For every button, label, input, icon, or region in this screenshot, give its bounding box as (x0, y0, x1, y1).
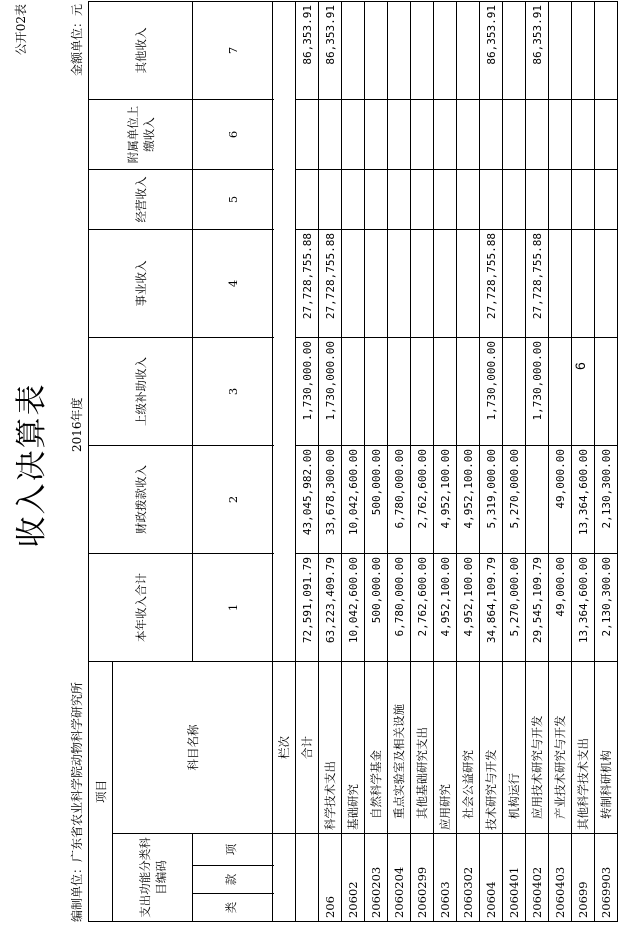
cell-col7 (572, 2, 595, 100)
cell-col2: 13,364,600.00 (572, 446, 595, 554)
cell-col2: 500,000.00 (365, 446, 388, 554)
cell-col1: 34,864,109.79 (480, 554, 503, 662)
header-col4: 事业收入 (89, 230, 193, 338)
lanci-3: 3 (193, 338, 273, 446)
cell-col2: 10,042,600.00 (342, 446, 365, 554)
cell-col4: 27,728,755.88 (319, 230, 342, 338)
subject-code: 20602 (342, 834, 365, 922)
cell-col2 (526, 446, 549, 554)
cell-col7: 86,353.91 (526, 2, 549, 100)
cell-col3 (572, 338, 595, 446)
subject-code: 2060204 (388, 834, 411, 922)
table-row (480, 2, 503, 922)
cell-col7 (503, 2, 526, 100)
subject-code: 20604 (480, 834, 503, 922)
cell-col2: 5,319,000.00 (480, 446, 503, 554)
cell-col1: 4,952,100.00 (434, 554, 457, 662)
cell-col6 (595, 100, 618, 170)
cell-col7 (595, 2, 618, 100)
subject-code: 2060401 (503, 834, 526, 922)
subject-name: 其他基础研究支出 (411, 662, 434, 834)
header-col2: 财政拨款收入 (89, 446, 193, 554)
cell-col2: 2,762,600.00 (411, 446, 434, 554)
cell-col1: 2,762,600.00 (411, 554, 434, 662)
cell-col5 (480, 170, 503, 230)
lanci-5: 5 (193, 170, 273, 230)
total-label: 合计 (296, 662, 319, 834)
table-row (457, 2, 480, 922)
lanci-2: 2 (193, 446, 273, 554)
cell-col7 (549, 2, 572, 100)
header-project: 项目 (89, 662, 113, 922)
cell-col3: 1,730,000.00 (319, 338, 342, 446)
header-xiang: 项 (193, 834, 273, 866)
cell-col7: 86,353.91 (480, 2, 503, 100)
table-title: 收入决算表 (14, 382, 50, 548)
subject-name: 科学技术支出 (319, 662, 342, 834)
fiscal-year: 2016年度 (70, 397, 84, 452)
total-col7: 86,353.91 (296, 2, 319, 100)
cell-col3 (549, 338, 572, 446)
subject-code: 206 (319, 834, 342, 922)
cell-col5 (342, 170, 365, 230)
cell-col6 (411, 100, 434, 170)
subject-code: 2060402 (526, 834, 549, 922)
cell-col4 (457, 230, 480, 338)
total-col4: 27,728,755.88 (296, 230, 319, 338)
cell-col3 (411, 338, 434, 446)
cell-col4 (549, 230, 572, 338)
header-lei: 类 (193, 894, 273, 922)
subject-name: 其他科学技术支出 (572, 662, 595, 834)
lanci-1: 1 (193, 554, 273, 662)
table-row (319, 2, 342, 922)
page-number: 6 (572, 362, 588, 370)
cell-col1: 63,223,409.79 (319, 554, 342, 662)
cell-col5 (526, 170, 549, 230)
cell-col5 (319, 170, 342, 230)
header-col3: 上级补助收入 (89, 338, 193, 446)
cell-col1: 49,000.00 (549, 554, 572, 662)
cell-col3 (434, 338, 457, 446)
cell-col3 (457, 338, 480, 446)
cell-col5 (503, 170, 526, 230)
table-row (595, 2, 618, 922)
subject-name: 机构运行 (503, 662, 526, 834)
cell-col3 (503, 338, 526, 446)
cell-col3: 1,730,000.00 (526, 338, 549, 446)
subject-code: 2060403 (549, 834, 572, 922)
form-code: 公开02表 (14, 4, 28, 56)
subject-name: 重点实验室及相关设施 (388, 662, 411, 834)
header-col5: 经营收入 (89, 170, 193, 230)
cell-col7 (457, 2, 480, 100)
cell-col5 (595, 170, 618, 230)
cell-col6 (342, 100, 365, 170)
cell-col5 (434, 170, 457, 230)
header-col1: 本年收入合计 (89, 554, 193, 662)
cell-col1: 13,364,600.00 (572, 554, 595, 662)
lanci-7: 7 (193, 2, 273, 100)
cell-col5 (365, 170, 388, 230)
cell-col4 (595, 230, 618, 338)
lanci-label: 栏次 (273, 662, 296, 834)
cell-col4 (365, 230, 388, 338)
header-kuan: 款 (193, 866, 273, 894)
cell-col7 (434, 2, 457, 100)
cell-col6 (503, 100, 526, 170)
lanci-6: 6 (193, 100, 273, 170)
table-row (549, 2, 572, 922)
cell-col2: 4,952,100.00 (434, 446, 457, 554)
cell-col3: 1,730,000.00 (480, 338, 503, 446)
subject-code: 2060299 (411, 834, 434, 922)
income-table (88, 1, 618, 922)
total-row (296, 2, 319, 922)
cell-col4 (503, 230, 526, 338)
cell-col1: 2,130,300.00 (595, 554, 618, 662)
subject-name: 产业技术研究与开发 (549, 662, 572, 834)
cell-col5 (572, 170, 595, 230)
table-row (503, 2, 526, 922)
total-col5 (296, 170, 319, 230)
subject-code: 2060203 (365, 834, 388, 922)
total-col3: 1,730,000.00 (296, 338, 319, 446)
cell-col1: 4,952,100.00 (457, 554, 480, 662)
cell-col2: 49,000.00 (549, 446, 572, 554)
subject-code: 2069903 (595, 834, 618, 922)
subject-name: 应用研究 (434, 662, 457, 834)
cell-col1: 6,780,000.00 (388, 554, 411, 662)
cell-col3 (388, 338, 411, 446)
table-row (434, 2, 457, 922)
table-row (572, 2, 595, 922)
cell-col5 (549, 170, 572, 230)
cell-col7: 86,353.91 (319, 2, 342, 100)
subject-name: 基础研究 (342, 662, 365, 834)
total-col2: 43,045,982.00 (296, 446, 319, 554)
cell-col4: 27,728,755.88 (526, 230, 549, 338)
header-col6: 附属单位上缴收入 (89, 100, 193, 170)
cell-col6 (572, 100, 595, 170)
cell-col1: 29,545,109.79 (526, 554, 549, 662)
lanci-4: 4 (193, 230, 273, 338)
cell-col4 (342, 230, 365, 338)
cell-col2: 6,780,000.00 (388, 446, 411, 554)
cell-col6 (549, 100, 572, 170)
subject-name: 社会公益研究 (457, 662, 480, 834)
subject-code: 20603 (434, 834, 457, 922)
cell-col3 (365, 338, 388, 446)
cell-col7 (388, 2, 411, 100)
subject-code: 2060302 (457, 834, 480, 922)
cell-col5 (411, 170, 434, 230)
compiler-unit: 编制单位：广东省农业科学院动物科学研究所 (70, 681, 84, 922)
cell-col7 (342, 2, 365, 100)
cell-col2: 2,130,300.00 (595, 446, 618, 554)
cell-col7 (365, 2, 388, 100)
subject-name: 应用技术研究与开发 (526, 662, 549, 834)
subject-name: 自然科学基金 (365, 662, 388, 834)
cell-col6 (365, 100, 388, 170)
table-row (526, 2, 549, 922)
subject-code: 20699 (572, 834, 595, 922)
total-col6 (296, 100, 319, 170)
cell-col6 (319, 100, 342, 170)
cell-col6 (457, 100, 480, 170)
cell-col4 (572, 230, 595, 338)
table-row (365, 2, 388, 922)
cell-col3 (342, 338, 365, 446)
cell-col1: 500,000.00 (365, 554, 388, 662)
total-col1: 72,591,091.79 (296, 554, 319, 662)
header-func-class: 支出功能分类科目编码 (113, 834, 193, 922)
cell-col4 (388, 230, 411, 338)
header-subject-name: 科目名称 (113, 662, 273, 834)
cell-col5 (457, 170, 480, 230)
cell-col4 (411, 230, 434, 338)
cell-col6 (434, 100, 457, 170)
cell-col6 (480, 100, 503, 170)
table-row (388, 2, 411, 922)
cell-col2: 5,270,000.00 (503, 446, 526, 554)
cell-col1: 10,042,600.00 (342, 554, 365, 662)
subject-name: 技术研究与开发 (480, 662, 503, 834)
cell-col7 (411, 2, 434, 100)
cell-col3 (595, 338, 618, 446)
cell-col5 (388, 170, 411, 230)
cell-col2: 33,678,300.00 (319, 446, 342, 554)
table-row (342, 2, 365, 922)
table-row (411, 2, 434, 922)
subject-name: 转制科研机构 (595, 662, 618, 834)
lanci-row (273, 2, 296, 922)
cell-col2: 4,952,100.00 (457, 446, 480, 554)
amount-unit: 金额单位：元 (70, 4, 84, 77)
cell-col1: 5,270,000.00 (503, 554, 526, 662)
header-col7: 其他收入 (89, 2, 193, 100)
cell-col4 (434, 230, 457, 338)
cell-col6 (526, 100, 549, 170)
cell-col6 (388, 100, 411, 170)
cell-col4: 27,728,755.88 (480, 230, 503, 338)
